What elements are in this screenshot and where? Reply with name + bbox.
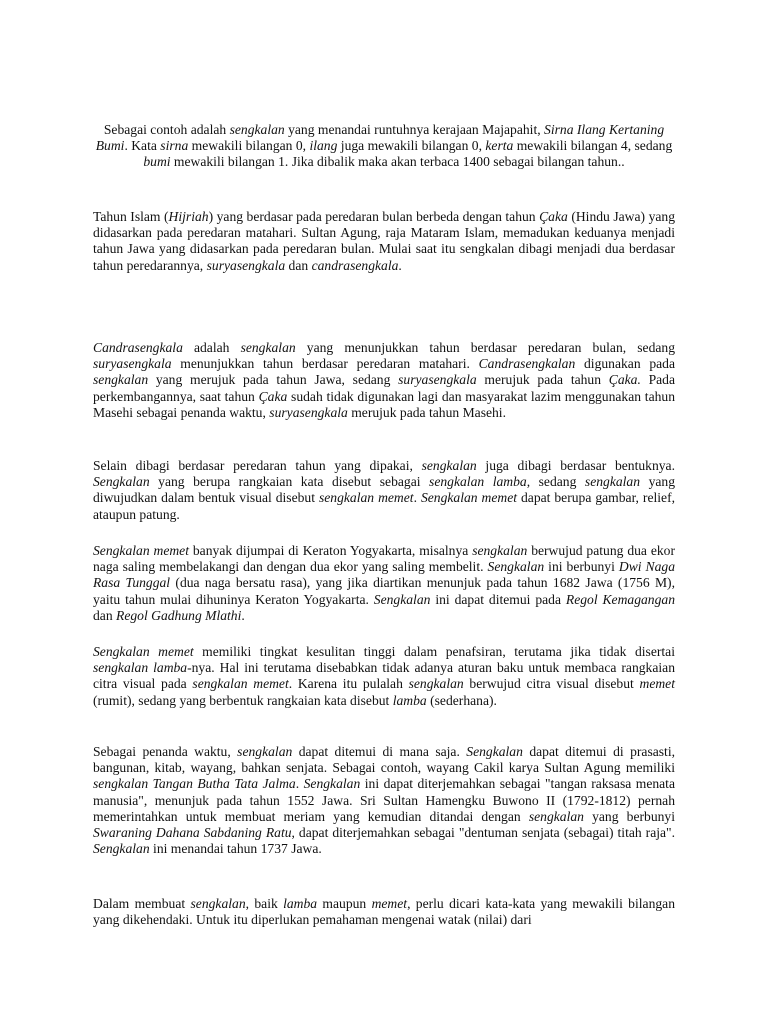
text-run: Tahun Islam ( xyxy=(93,209,169,224)
text-run: -nya. Hal ini terutama disebabkan tidak adanya aturan baku untuk membaca rangkaian citra visual pada xyxy=(93,660,675,692)
italic-term: sengkalan xyxy=(240,340,296,355)
italic-term: kerta xyxy=(485,138,514,154)
paragraph-bentuk-sengkalan xyxy=(93,458,675,523)
italic-term: sengkalan memet xyxy=(318,490,414,506)
italic-term: Candrasengkala xyxy=(93,340,183,355)
italic-term: Sengkalan xyxy=(466,744,523,759)
paragraph-kesulitan-penafsiran xyxy=(93,644,675,709)
text-run: dan xyxy=(285,257,312,273)
text-run: berwujud citra visual disebut xyxy=(463,676,640,692)
text-run: mewakili bilangan 1. Jika dibalik maka akan terbaca 1400 sebagai bilangan tahun.. xyxy=(170,154,625,170)
text-run: yang berupa rangkaian kata disebut sebagai xyxy=(149,474,430,490)
text-run: yang berbunyi xyxy=(583,808,675,824)
text-run: , dapat diterjemahkan sebagai "dentuman senjata (sebagai) titah raja". xyxy=(291,825,675,841)
text-run: dan xyxy=(93,607,117,623)
text-run: merujuk pada tahun Masehi. xyxy=(347,404,506,420)
text-run: dapat ditemui di prasasti, bangunan, kitab, wayang, bahkan senjata. Sebagai contoh, wayang Cakil karya Sultan Agung memiliki xyxy=(93,744,676,776)
italic-term: Hijriah xyxy=(168,209,209,224)
italic-term: sengkalan memet xyxy=(192,676,289,692)
text-run: Selain dibagi berdasar peredaran tahun yang dipakai, xyxy=(93,458,422,473)
italic-term: lamba xyxy=(392,692,427,708)
text-run: banyak dijumpai di Keraton Yogyakarta, misalnya xyxy=(189,543,473,558)
text-run: (Hindu Jawa) yang didasarkan pada peredaran matahari. Sultan Agung, raja Mataram Islam, memadukan keduanya menjadi tahun Jawa yang didasarkan pada peredaran bulan. Mulai saat itu sengkalan dibagi menjadi dua berdasar tahun peredarannya, xyxy=(93,209,675,273)
paragraph-penanda-waktu xyxy=(93,744,675,857)
text-run: yang diwujudkan dalam bentuk visual disebut xyxy=(93,474,675,506)
paragraph-sengkalan-memet-keraton xyxy=(93,543,675,624)
italic-term: sengkalan lamba xyxy=(93,660,188,676)
text-run: Pada perkembangannya, saat tahun xyxy=(93,372,675,404)
text-run: yang menunjukkan tahun berdasar peredaran bulan, sedang xyxy=(295,340,675,355)
italic-term: sengkalan xyxy=(408,676,464,692)
text-run: menunjukkan tahun berdasar peredaran matahari. xyxy=(171,356,479,372)
text-run: yang menandai runtuhnya kerajaan Majapahit, xyxy=(284,122,545,137)
text-run: , perlu dicari kata-kata yang mewakili bilangan yang dikehendaki. Untuk itu diperlukan pemahaman mengenai watak (nilai) dari xyxy=(93,896,675,928)
italic-term: sengkalan lamba xyxy=(429,474,527,490)
text-run: Sebagai contoh adalah xyxy=(103,122,230,137)
text-run: digunakan pada xyxy=(575,356,676,372)
text-run: . xyxy=(413,490,421,506)
italic-term: bumi xyxy=(143,154,171,170)
italic-term: Sengkalan memet xyxy=(93,543,189,558)
text-run: maupun xyxy=(317,896,372,911)
text-run: yang merujuk pada tahun Jawa, sedang xyxy=(148,372,399,388)
italic-term: suryasengkala xyxy=(206,257,286,273)
italic-term: sengkalan xyxy=(528,808,584,824)
italic-term: lamba xyxy=(283,896,318,911)
italic-term: Dwi Naga Rasa Tunggal xyxy=(93,559,676,591)
italic-term: Çaka xyxy=(539,209,568,224)
text-run: . xyxy=(295,776,304,792)
italic-term: Sengkalan xyxy=(373,591,431,607)
text-run: Sebagai penanda waktu, xyxy=(93,744,238,759)
italic-term: Sirna Ilang Kertaning Bumi xyxy=(95,122,665,154)
italic-term: sengkalan xyxy=(93,372,149,388)
paragraph-tahun-islam xyxy=(93,209,675,274)
text-run: ini menandai tahun 1737 Jawa. xyxy=(149,841,322,857)
italic-term: Sengkalan xyxy=(487,559,545,575)
text-run: juga dibagi berdasar bentuknya. xyxy=(476,458,675,473)
text-run: . Karena itu pulalah xyxy=(288,676,409,692)
italic-term: sengkalan xyxy=(472,543,528,558)
text-run: memiliki tingkat kesulitan tinggi dalam penafsiran, terutama jika tidak disertai xyxy=(193,644,675,659)
italic-term: Çaka. xyxy=(608,372,641,388)
text-run: merujuk pada tahun xyxy=(476,372,609,388)
text-run: ) yang berdasar pada peredaran bulan berbeda dengan tahun xyxy=(208,209,540,224)
italic-term: memet xyxy=(639,676,675,692)
text-run: , sedang xyxy=(526,474,585,490)
text-run: dapat berupa gambar, relief, ataupun patung. xyxy=(93,490,675,522)
italic-term: sengkalan xyxy=(190,896,246,911)
text-run: (rumit), sedang yang berbentuk rangkaian kata disebut xyxy=(93,692,393,708)
italic-term: Sengkalan xyxy=(93,474,150,490)
italic-term: ilang xyxy=(309,138,338,154)
text-run: ini dapat diterjemahkan sebagai "tangan raksasa menata manusia", menunjuk pada tahun 1552 Jawa. Sri Sultan Hamengku Buwono II (1792-1812) pernah memerintahkan untuk membuat meriam yang kemudian ditandai dengan xyxy=(93,776,675,824)
text-run: dapat ditemui di mana saja. xyxy=(292,744,467,759)
italic-term: candrasengkala xyxy=(311,257,399,273)
italic-term: sirna xyxy=(160,138,189,154)
text-run: ini berbunyi xyxy=(544,559,619,575)
text-run: Dalam membuat xyxy=(93,896,191,911)
text-run: berwujud patung dua ekor naga saling membelakangi dan dengan dua ekor yang saling membelit. xyxy=(93,543,675,575)
italic-term: sengkalan Tangan Butha Tata Jalma xyxy=(93,776,296,792)
italic-term: Sengkalan xyxy=(93,841,150,857)
italic-term: Regol Gadhung Mlathi xyxy=(116,607,242,623)
italic-term: sengkalan xyxy=(237,744,293,759)
text-run: . xyxy=(398,257,402,273)
text-run: juga mewakili bilangan 0, xyxy=(337,138,486,154)
italic-term: Sengkalan xyxy=(303,776,361,792)
italic-term: suryasengkala xyxy=(398,372,477,388)
italic-term: Swaraning Dahana Sabdaning Ratu xyxy=(93,825,292,841)
italic-term: suryasengkala xyxy=(93,356,172,372)
italic-term: Sengkalan memet xyxy=(420,490,518,506)
text-run: mewakili bilangan 4, sedang xyxy=(513,138,673,154)
italic-term: Candrasengkalan xyxy=(478,356,576,372)
italic-term: Çaka xyxy=(258,388,288,404)
text-run: mewakili bilangan 0, xyxy=(188,138,310,154)
italic-term: Regol Kemagangan xyxy=(565,591,675,607)
text-run: . xyxy=(241,607,245,623)
text-run: , baik xyxy=(245,896,284,911)
paragraph-candrasengkala xyxy=(93,340,675,421)
italic-term: memet xyxy=(371,896,408,911)
italic-term: sengkalan xyxy=(421,458,477,473)
italic-term: suryasengkala xyxy=(269,404,348,420)
italic-term: Sengkalan memet xyxy=(93,644,194,659)
text-run: sudah tidak digunakan lagi dan masyarakat lazim menggunakan tahun Masehi sebagai penanda waktu, xyxy=(93,388,675,420)
text-run: (sederhana). xyxy=(426,692,497,708)
text-run: (dua naga bersatu rasa), yang jika diartikan menunjuk pada tahun 1682 Jawa (1756 M), yaitu tahun mulai dihuninya Keraton Yogyakarta. xyxy=(93,575,675,607)
italic-term: sengkalan xyxy=(229,122,285,137)
text-run: ini dapat ditemui pada xyxy=(430,591,566,607)
text-run: . Kata xyxy=(124,138,161,154)
paragraph-majapahit-example xyxy=(93,122,675,171)
paragraph-membuat-sengkalan xyxy=(93,896,675,928)
text-run: adalah xyxy=(182,340,241,355)
italic-term: sengkalan xyxy=(584,474,641,490)
